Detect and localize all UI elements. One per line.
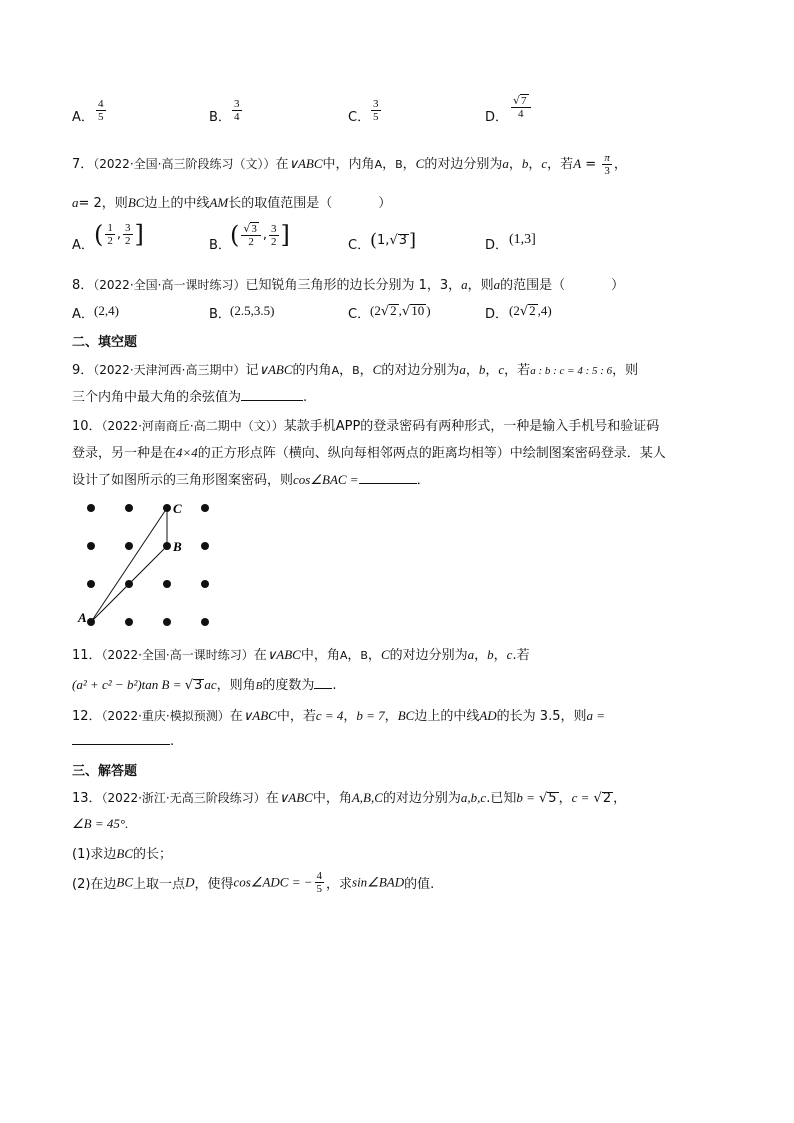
q9-triangle: ∨ABC [258, 362, 293, 377]
q10-text: 某款手机APP的登录密码有两种形式，一种是输入手机号和验证码 [283, 419, 660, 434]
q12-a-eq: a = [586, 708, 606, 723]
q11-number: 11． [72, 648, 102, 663]
q12-number: 12． [72, 709, 102, 724]
q9-text: 的对边分别为 [381, 363, 460, 378]
q13-text: 中，角 [312, 791, 352, 806]
q12-text: 在 [229, 709, 243, 724]
q8-a: a [461, 277, 468, 292]
q11-text: 中，角 [300, 648, 340, 663]
q10-text: 的正方形点阵（横向、纵向每相邻两点的距离均相等）中绘制图案密码登录．某人 [197, 446, 666, 461]
q10-source: （2022·河南商丘·高二期中（文）） [101, 419, 284, 433]
q6-option-b-fraction: $\frac{3}{4}$ [234, 98, 240, 123]
q10-dot-grid-figure [70, 496, 220, 632]
grid-dot [201, 542, 209, 550]
segment-ac [91, 508, 167, 622]
grid-dot [163, 618, 171, 626]
q11-end: . [332, 678, 337, 693]
q11-sqrt3: 3 [194, 678, 203, 693]
q10-cos-expr: cos∠BAC = [293, 472, 359, 487]
q9-side-a: a [459, 362, 466, 377]
q7-text: 的对边分别为 [424, 157, 503, 172]
q10-answer-blank[interactable] [359, 471, 417, 484]
q7-angle-b: B [395, 158, 403, 171]
q12-text: ， [384, 709, 398, 724]
q7-side-b: b [521, 156, 529, 171]
q11-ac: ac [204, 677, 217, 692]
point-label-a: A [78, 610, 87, 625]
q7-option-a-value: ( $\frac{1}{2}$ , $\frac{3}{2}$ ] [94, 220, 144, 249]
q8-number: 8． [72, 278, 94, 293]
q13-sqrt2: 2 [602, 791, 612, 806]
question-12-line-2 [72, 732, 174, 749]
question-11: 11．（2022·全国·高一课时练习）在∨ABC中，角A，B，C的对边分别为a，b，c.若 [72, 647, 530, 663]
question-10 [72, 415, 659, 434]
q13-triangle: ∨ABC [278, 790, 313, 805]
q8-option-c-value: (2√2 ,√10 ) [370, 303, 431, 319]
q11-text: .若 [512, 648, 530, 663]
q6-option-c-fraction: $\frac{3}{5}$ [373, 98, 379, 123]
q13-part1-text: (1)求边 [72, 847, 117, 862]
q8-text: 的范围是（ [500, 278, 566, 293]
q13-part1-text: 的长； [133, 847, 173, 862]
q13-text: .已知 [486, 791, 517, 806]
q7-am: AM [209, 195, 229, 210]
q13-part2-bc: BC [116, 874, 134, 890]
q9-text: 三个内角中最大角的余弦值为 [72, 390, 242, 405]
q7-option-b-label: B． [209, 238, 231, 253]
grid-dot [87, 504, 95, 512]
q11-angle-c: C [380, 647, 390, 662]
question-9: 9．（2022·天津河西·高三期中）记∨ABC的内角A，B，C的对边分别为a，b，c，若a : b : c = 4 : 5 : 6，则 [72, 362, 639, 378]
grid-dot [87, 542, 95, 550]
q6-option-c-label: C． [348, 110, 371, 125]
section-2-heading: 二、填空题 [72, 335, 138, 350]
q12-text: 边上的中线 [414, 709, 480, 724]
question-9-line-2 [72, 386, 307, 405]
q7-triangle: ∨ABC [288, 156, 323, 171]
q10-text: 登录，另一种是在 [72, 446, 177, 461]
q11-expression: (a² + c² − b²)tan B = [72, 677, 185, 692]
q7-options [72, 222, 572, 262]
q9-text: ，则 [612, 363, 639, 378]
grid-dot [163, 580, 171, 588]
q13-angles: A,B,C [351, 790, 383, 805]
q11-angle-b: B [255, 680, 263, 692]
point-label-c: C [173, 501, 182, 516]
q7-side-a: a [502, 156, 509, 171]
question-7: 7．（2022·全国·高三阶段练习（文））在∨ABC中，内角A，B，C的对边分别为a，b，c，若A = $\frac{\pi}{3}$ ， [72, 152, 627, 177]
q12-text: 的长为 3.5，则 [496, 709, 587, 724]
q13-cos-adc: cos∠ADC = − [233, 874, 313, 890]
q13-part2-text: 的值. [404, 877, 435, 892]
q6-option-b-label: B． [209, 110, 231, 125]
q13-text: 在 [265, 791, 279, 806]
q7-option-d-label: D． [485, 238, 509, 253]
q7-a-value: = 2 [78, 196, 102, 211]
q13-part1-bc: BC [116, 846, 134, 861]
q11-triangle: ∨ABC [266, 647, 301, 662]
q13-text: 的对边分别为 [382, 791, 461, 806]
q9-angle-c: C [372, 362, 382, 377]
q11-side-b: b [487, 647, 494, 662]
q6-option-d-label: D． [485, 110, 509, 125]
q8-option-b-label: B． [209, 307, 231, 322]
q10-text: 设计了如图所示的三角形图案密码，则 [72, 473, 294, 488]
q11-angle-a: A [339, 649, 348, 662]
q7-number: 7． [72, 157, 94, 172]
q12-b-value: b = 7 [356, 708, 385, 723]
q7-option-c-value: (1,√3 ] [370, 230, 417, 251]
q7-angle-a: A [374, 158, 383, 171]
grid-dot [201, 504, 209, 512]
q6-option-d-fraction: $\frac{√7}{4}$ [511, 94, 531, 120]
q9-angle-b: B [352, 364, 360, 377]
q8-option-a-label: A． [72, 307, 94, 322]
q12-source: （2022·重庆·模拟预测） [101, 709, 230, 723]
q7-close-paren: ） [378, 196, 392, 211]
q11-side-a: a [467, 647, 475, 662]
q7-bc: BC [127, 195, 145, 210]
q11-angle-b: B [360, 649, 368, 662]
q9-side-c: c [498, 362, 505, 377]
q13-sin-bad: sin∠BAD [352, 874, 405, 890]
q9-angle-a: A [331, 364, 340, 377]
q6-option-a-label: A． [72, 110, 94, 125]
q7-text: 边上的中线 [144, 196, 210, 211]
q13-comma: ， [613, 791, 627, 806]
q11-text: 的对边分别为 [389, 648, 468, 663]
segment-ab [91, 546, 167, 622]
grid-dot [125, 618, 133, 626]
q9-answer-blank[interactable] [241, 388, 303, 401]
q12-ad: AD [479, 708, 497, 723]
q9-number: 9． [72, 363, 94, 378]
question-13-line-2 [72, 816, 128, 832]
q9-text: 的内角 [292, 363, 332, 378]
q13-b-eq: b = [516, 790, 535, 805]
q11-source: （2022·全国·高一课时练习） [101, 648, 254, 662]
q7-option-d-value: (1,3] [509, 232, 536, 247]
q11-answer-blank[interactable] [314, 676, 332, 689]
q8-options [72, 303, 592, 323]
q8-option-d-label: D． [485, 307, 509, 322]
q11-text: ，则角 [216, 678, 256, 693]
q13-sqrt5: 5 [548, 791, 557, 806]
q13-separator: ， [558, 791, 572, 806]
question-7-line-2 [72, 192, 391, 211]
q12-c-value: c = 4 [315, 708, 344, 723]
q13-number: 13． [72, 791, 102, 806]
q11-text: 的度数为 [262, 678, 315, 693]
question-13: 13．（2022·浙江·无高三阶段练习）在∨ABC中，角A,B,C的对边分别为a,b,c.已知b = √5 ，c = √2 ， [72, 790, 627, 806]
q8-option-c-label: C． [348, 307, 371, 322]
q8-close-paren: ） [611, 278, 625, 293]
q8-text: ，则 [467, 278, 494, 293]
grid-dot [201, 580, 209, 588]
q8-option-b-value: (2.5,3.5) [230, 303, 275, 318]
grid-dot [87, 580, 95, 588]
q7-text: 长的取值范围是（ [228, 196, 333, 211]
q13-fraction: $\frac{4}{5}$ [316, 870, 322, 895]
q7-angle-c: C [415, 156, 425, 171]
grid-dot [201, 618, 209, 626]
question-12 [72, 705, 605, 724]
q9-text: 记 [245, 363, 259, 378]
question-10-line-2 [72, 442, 666, 461]
q8-a-2: a [493, 277, 501, 292]
q9-side-b: b [478, 362, 486, 377]
q6-options [72, 94, 572, 132]
q13-source: （2022·浙江·无高三阶段练习） [101, 791, 266, 805]
q13-part2-text: (2)在边 [72, 877, 117, 892]
q7-source: （2022·全国·高三阶段练习（文）） [93, 157, 276, 171]
q7-text: 在 [275, 157, 289, 172]
q8-option-d-value: (2√2 ,4) [509, 303, 552, 319]
q9-ratio: a : b : c = 4 : 5 : 6 [530, 365, 613, 377]
q7-text: 中，内角 [322, 157, 375, 172]
q12-text: 中，若 [276, 709, 316, 724]
q13-angle-b: ∠B = 45°. [72, 816, 129, 831]
q12-triangle: ∨ABC [242, 708, 277, 723]
q7-side-c: c [541, 156, 548, 171]
q7-condition-lhs: A [573, 156, 582, 171]
question-13-part-1 [72, 843, 172, 862]
q10-end: ． [416, 473, 430, 488]
q8-option-a-value: (2,4) [94, 303, 119, 318]
q12-end: . [170, 734, 175, 749]
question-13-part-2 [72, 870, 434, 904]
section-3-heading: 三、解答题 [72, 764, 138, 779]
q10-number: 10． [72, 419, 102, 434]
q12-bc: BC [397, 708, 415, 723]
q7-text: ，若 [547, 157, 574, 172]
q9-text: ，若 [504, 363, 531, 378]
q11-text: 在 [253, 648, 267, 663]
question-10-line-3 [72, 469, 430, 488]
q7-a: a [72, 195, 79, 210]
q13-sides: a,b,c [460, 790, 487, 805]
q7-option-a-label: A． [72, 238, 94, 253]
q7-text: ，则 [101, 196, 128, 211]
question-8 [72, 274, 624, 293]
grid-dot [125, 542, 133, 550]
q11-side-c: c [506, 647, 513, 662]
q13-part2-text: 上取一点 [133, 877, 186, 892]
q7-condition-fraction: $\frac{\pi}{3}$ [604, 152, 610, 177]
q9-end: . [303, 390, 308, 405]
q10-grid-size: 4×4 [176, 445, 198, 460]
q12-separator: ， [343, 709, 357, 724]
q13-c-eq: c = [571, 790, 590, 805]
q13-part2-text: ，使得 [194, 877, 234, 892]
q7-option-c-label: C． [348, 238, 371, 253]
q8-source: （2022·全国·高一课时练习） [93, 278, 246, 292]
q6-option-a-fraction: $\frac{4}{5}$ [98, 98, 104, 123]
q13-part2-text: ，求 [326, 877, 353, 892]
q9-source: （2022·天津河西·高三期中） [93, 363, 246, 377]
q8-text: 已知锐角三角形的边长分别为 1，3， [245, 278, 462, 293]
q13-part2-d: D [185, 874, 195, 890]
question-11-line-2: (a² + c² − b²)tan B = √3 ac，则角B的度数为 . [72, 677, 337, 693]
point-label-b: B [173, 539, 182, 554]
q7-option-b-value: ( $\frac{√3}{2}$ , $\frac{3}{2}$ ] [230, 221, 290, 249]
q12-answer-blank[interactable] [72, 732, 170, 745]
grid-dot [125, 504, 133, 512]
